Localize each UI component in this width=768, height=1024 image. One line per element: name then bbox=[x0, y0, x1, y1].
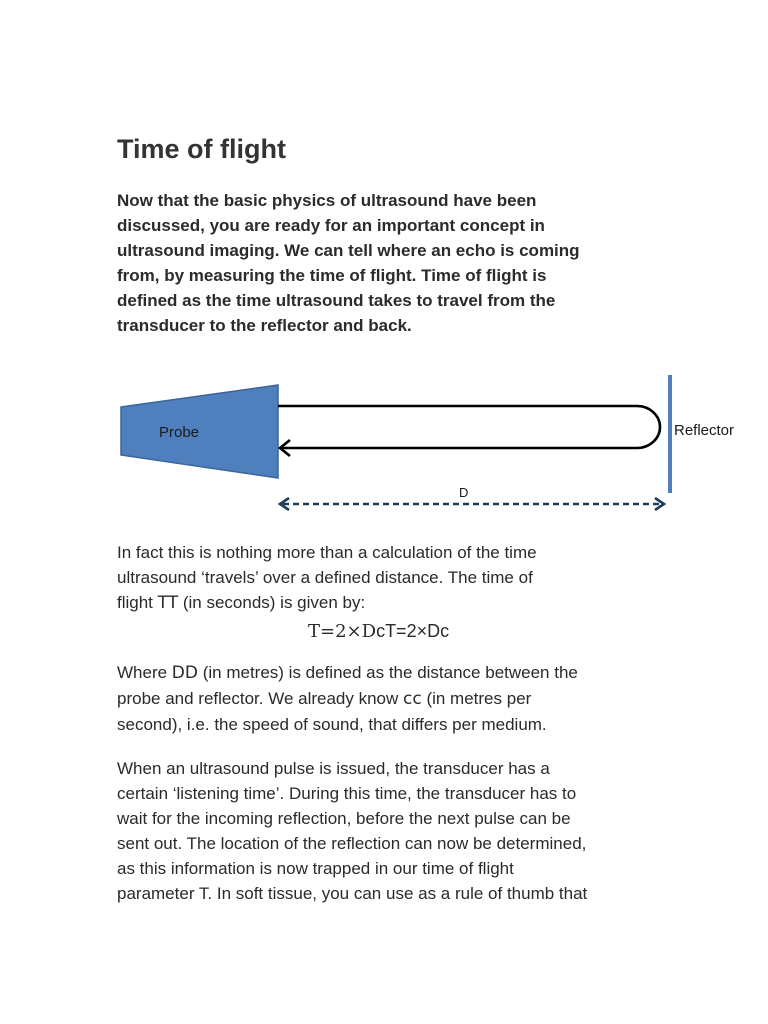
intro-line: discussed, you are ready for an important concept in bbox=[117, 216, 545, 235]
body-paragraph-calculation bbox=[117, 540, 537, 616]
text-line bbox=[117, 660, 578, 686]
distance-label: D bbox=[459, 485, 469, 500]
probe-shape bbox=[121, 385, 278, 478]
text-fragment: (in seconds) is given by: bbox=[178, 593, 366, 612]
text-line: wait for the incoming reflection, before the next pulse can be bbox=[117, 809, 571, 828]
text-line: as this information is now trapped in our time of flight bbox=[117, 859, 514, 878]
formula-source: cT=2×Dc bbox=[376, 621, 450, 641]
formula bbox=[308, 618, 449, 645]
body-paragraph-definitions bbox=[117, 660, 578, 737]
text-line bbox=[117, 590, 537, 616]
text-line: In fact this is nothing more than a calculation of the time bbox=[117, 543, 537, 562]
math-variable: TT bbox=[157, 593, 179, 613]
probe-label: Probe bbox=[159, 424, 200, 441]
formula-rendered: T=2×D bbox=[308, 621, 377, 642]
echo-path bbox=[278, 406, 660, 448]
text-fragment: (in metres) is defined as the distance between the bbox=[197, 663, 578, 682]
intro-paragraph bbox=[117, 188, 580, 338]
text-line: second), i.e. the speed of sound, that differs per medium. bbox=[117, 715, 547, 734]
math-variable: cc bbox=[403, 689, 422, 709]
math-variable: DD bbox=[171, 663, 198, 683]
text-fragment: probe and reflector. We already know bbox=[117, 689, 404, 708]
text-line: ultrasound ‘travels’ over a defined distance. The time of bbox=[117, 568, 533, 587]
text-line: When an ultrasound pulse is issued, the transducer has a bbox=[117, 759, 550, 778]
time-of-flight-diagram bbox=[117, 360, 752, 520]
text-fragment: flight bbox=[117, 593, 158, 612]
text-fragment: (in metres per bbox=[421, 689, 532, 708]
reflector-label: Reflector bbox=[674, 422, 735, 439]
text-line: certain ‘listening time’. During this time, the transducer has to bbox=[117, 784, 577, 803]
text-line: sent out. The location of the reflection can now be determined, bbox=[117, 834, 587, 853]
text-line: parameter T. In soft tissue, you can use as a rule of thumb that bbox=[117, 884, 588, 903]
text-fragment: Where bbox=[117, 663, 172, 682]
intro-line: from, by measuring the time of flight. Time of flight is bbox=[117, 266, 547, 285]
intro-line: transducer to the reflector and back. bbox=[117, 316, 412, 335]
text-line bbox=[117, 686, 578, 712]
intro-line: defined as the time ultrasound takes to travel from the bbox=[117, 291, 556, 310]
page-title: Time of flight bbox=[117, 134, 286, 164]
intro-line: ultrasound imaging. We can tell where an echo is coming bbox=[117, 241, 580, 260]
body-paragraph-listening-time bbox=[117, 756, 587, 906]
intro-line: Now that the basic physics of ultrasound have been bbox=[117, 191, 537, 210]
